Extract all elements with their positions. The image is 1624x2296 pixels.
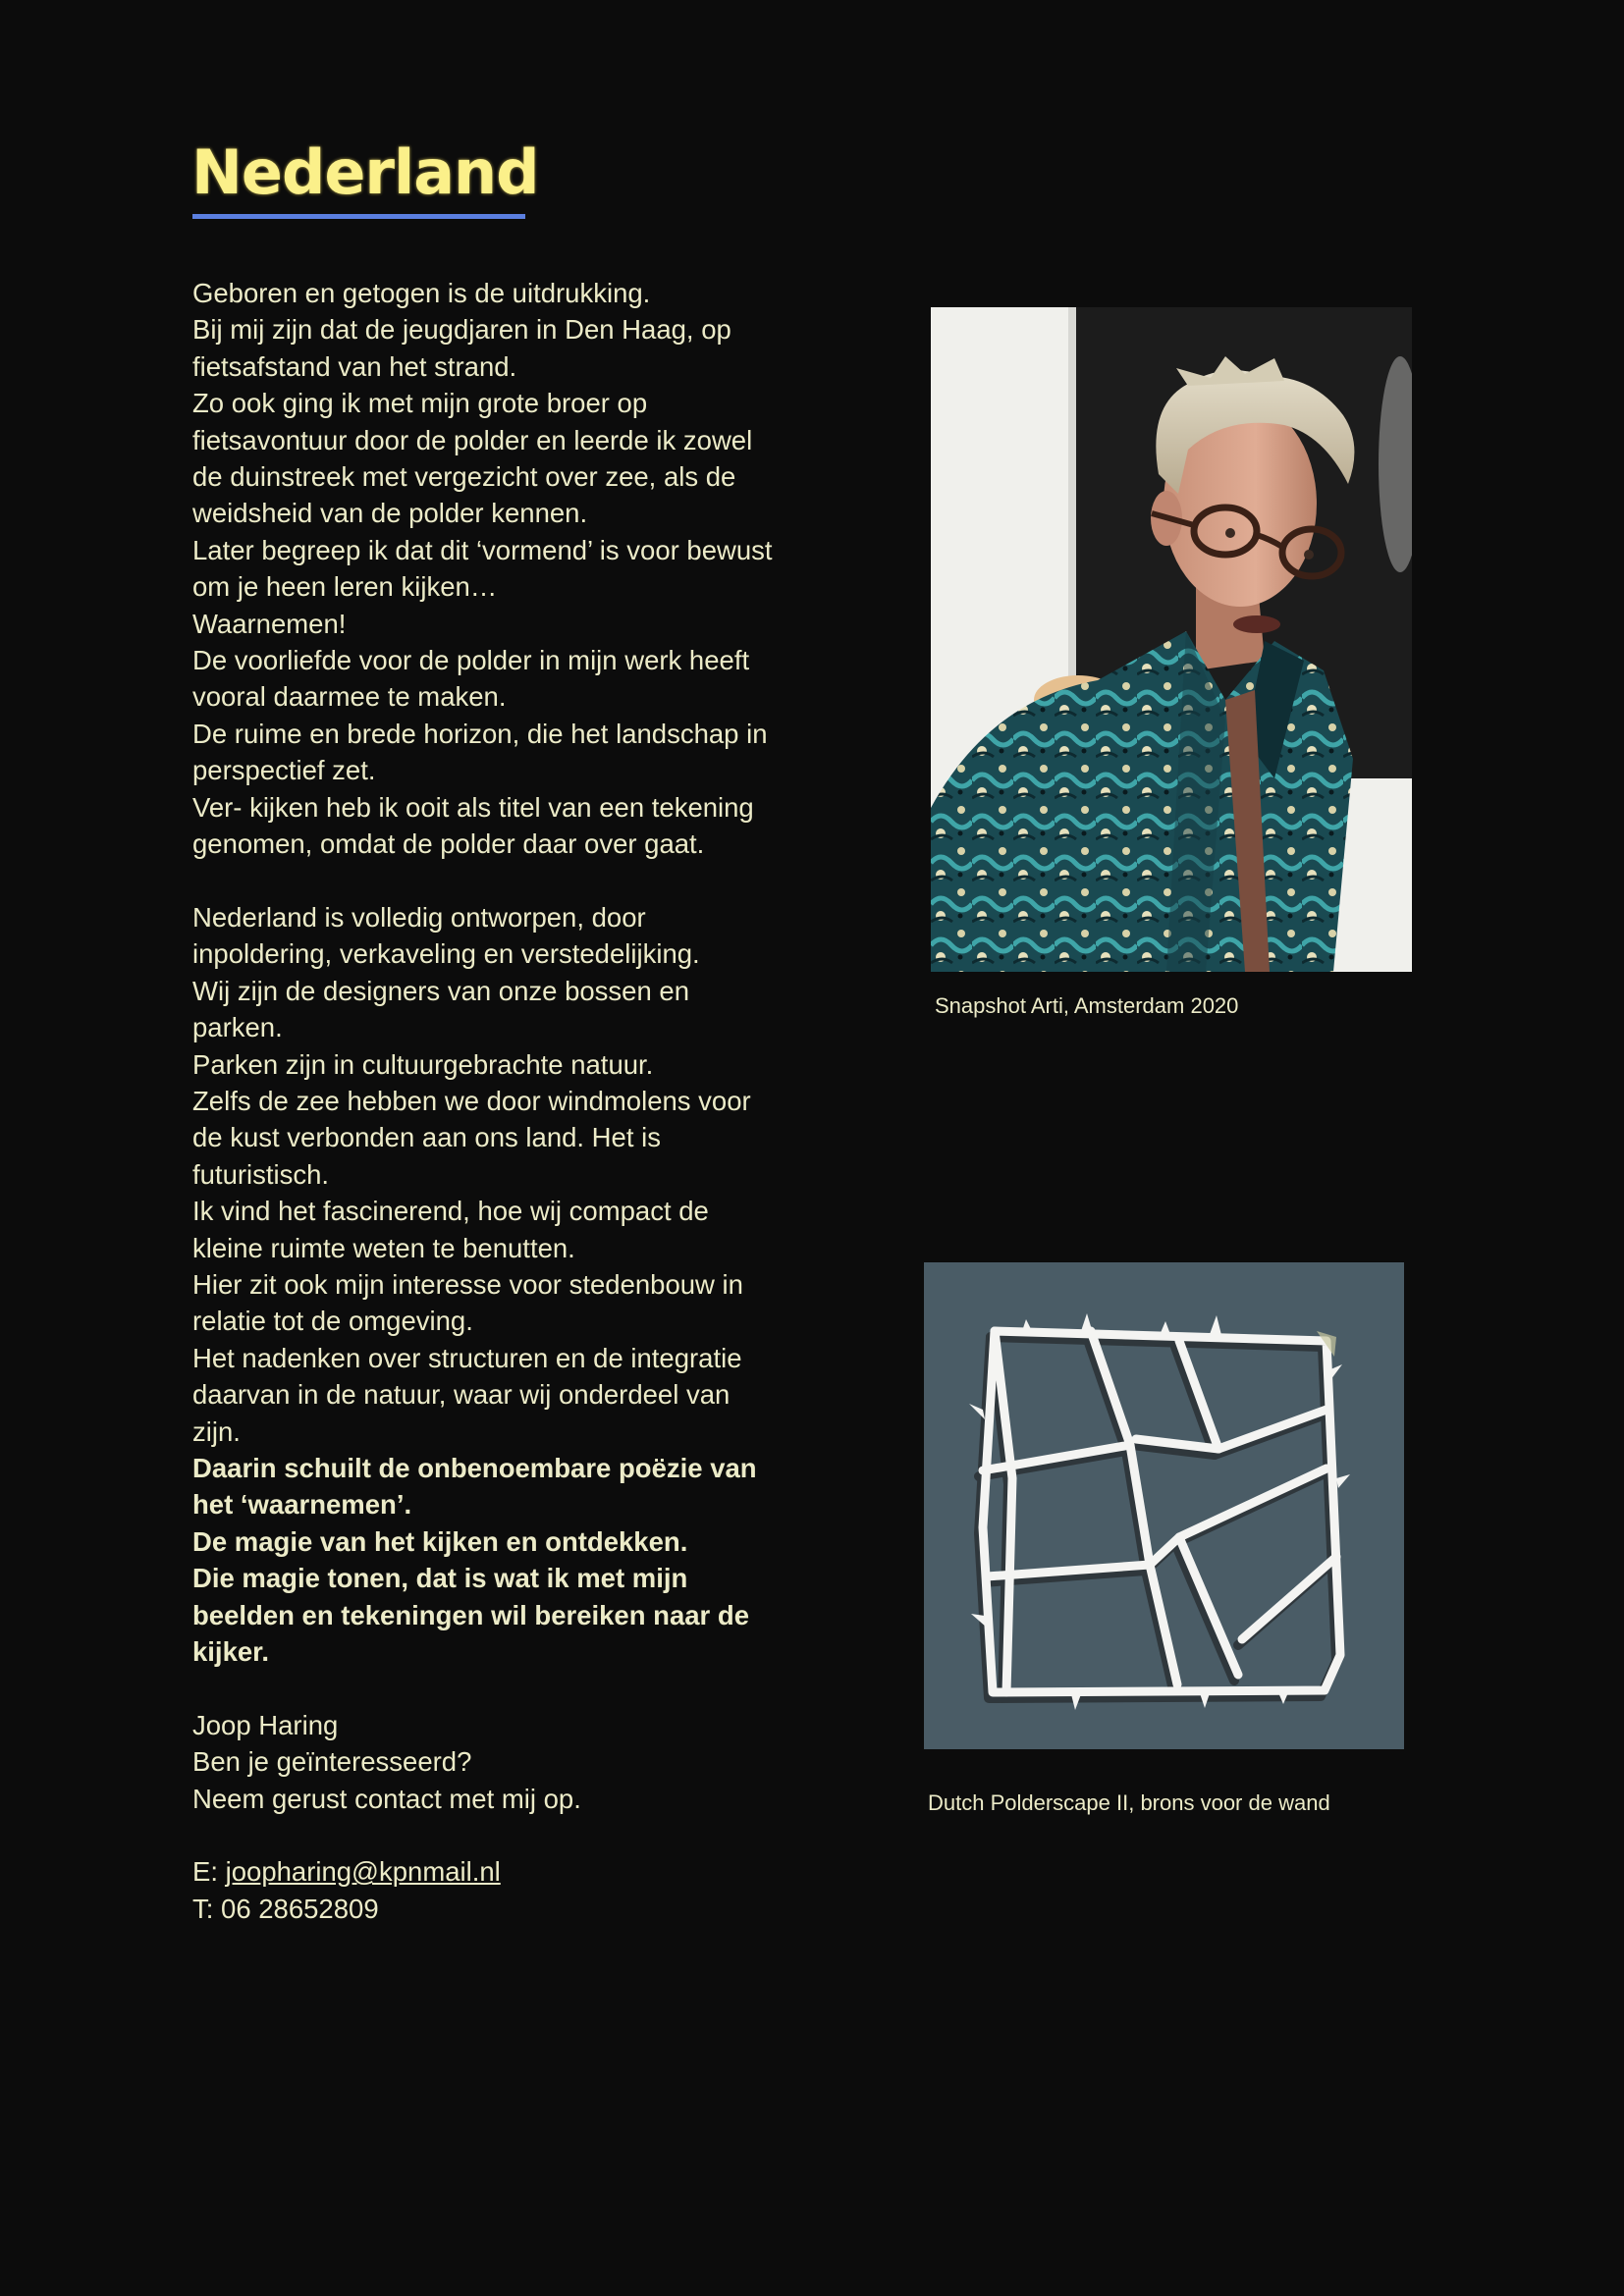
body-text — [192, 275, 782, 1927]
text-line: Nederland is volledig ontworpen, door inpoldering, verkaveling en verstedelijking. — [192, 901, 700, 970]
text-line: Bij mij zijn dat de jeugdjaren in Den Haag, op fietsafstand van het strand. — [192, 314, 731, 382]
text-line: Hier zit ook mijn interesse voor stedenbouw in relatie tot de omgeving. — [192, 1268, 743, 1337]
text-line: Geboren en getogen is de uitdrukking. — [192, 278, 651, 308]
bold-text-line: Die magie tonen, dat is wat ik met mijn beelden en tekeningen wil bereiken naar de kijker. — [192, 1563, 749, 1668]
text-line: Later begreep ik dat dit ‘vormend’ is voor bewust om je heen leren kijken… — [192, 534, 773, 603]
author-name: Joop Haring — [192, 1709, 339, 1740]
artwork-image — [924, 1262, 1404, 1749]
text-line: Ver- kijken heb ik ooit als titel van een tekening genomen, omdat de polder daar over gaat. — [192, 791, 754, 860]
email-prefix: E: — [192, 1856, 226, 1888]
photo-caption: Snapshot Arti, Amsterdam 2020 — [935, 993, 1239, 1018]
email-link[interactable]: joopharing@kpnmail.nl — [225, 1856, 501, 1888]
phone-line: T: 06 28652809 — [192, 1893, 379, 1924]
text-line: Het nadenken over structuren en de integratie daarvan in de natuur, waar wij onderdeel van zijn. — [192, 1342, 742, 1447]
text-line: Neem gerust contact met mij op. — [192, 1783, 581, 1814]
title-underline — [192, 214, 525, 219]
text-line: Ik vind het fascinerend, hoe wij compact de kleine ruimte weten te benutten. — [192, 1196, 709, 1263]
email-line — [192, 1853, 782, 1890]
bold-text-line: De magie van het kijken en ontdekken. — [192, 1525, 688, 1557]
text-line: De voorliefde voor de polder in mijn werk heeft vooral daarmee te maken. — [192, 645, 750, 713]
text-line: Wij zijn de designers van onze bossen en parken. — [192, 975, 689, 1043]
text-line: Ben je geïnteresseerd? — [192, 1746, 472, 1778]
text-line: Parken zijn in cultuurgebrachte natuur. — [192, 1048, 654, 1080]
text-line: Waarnemen! — [192, 608, 347, 639]
portrait-photo — [931, 307, 1412, 972]
text-line: De ruime en brede horizon, die het landschap in perspectief zet. — [192, 718, 768, 786]
artwork-caption: Dutch Polderscape II, brons voor de wand — [928, 1790, 1330, 1815]
page-title: Nederland — [191, 136, 539, 208]
text-line: Zelfs de zee hebben we door windmolens voor de kust verbonden aan ons land. Het is futuristisch. — [192, 1085, 751, 1190]
text-line: Zo ook ging ik met mijn grote broer op fietsavontuur door de polder en leerde ik zowel de duinstreek met vergezicht over zee, als de weidsheid van de polder kennen. — [192, 388, 753, 529]
bold-text-line: Daarin schuilt de onbenoembare poëzie van het ‘waarnemen’. — [192, 1452, 757, 1521]
